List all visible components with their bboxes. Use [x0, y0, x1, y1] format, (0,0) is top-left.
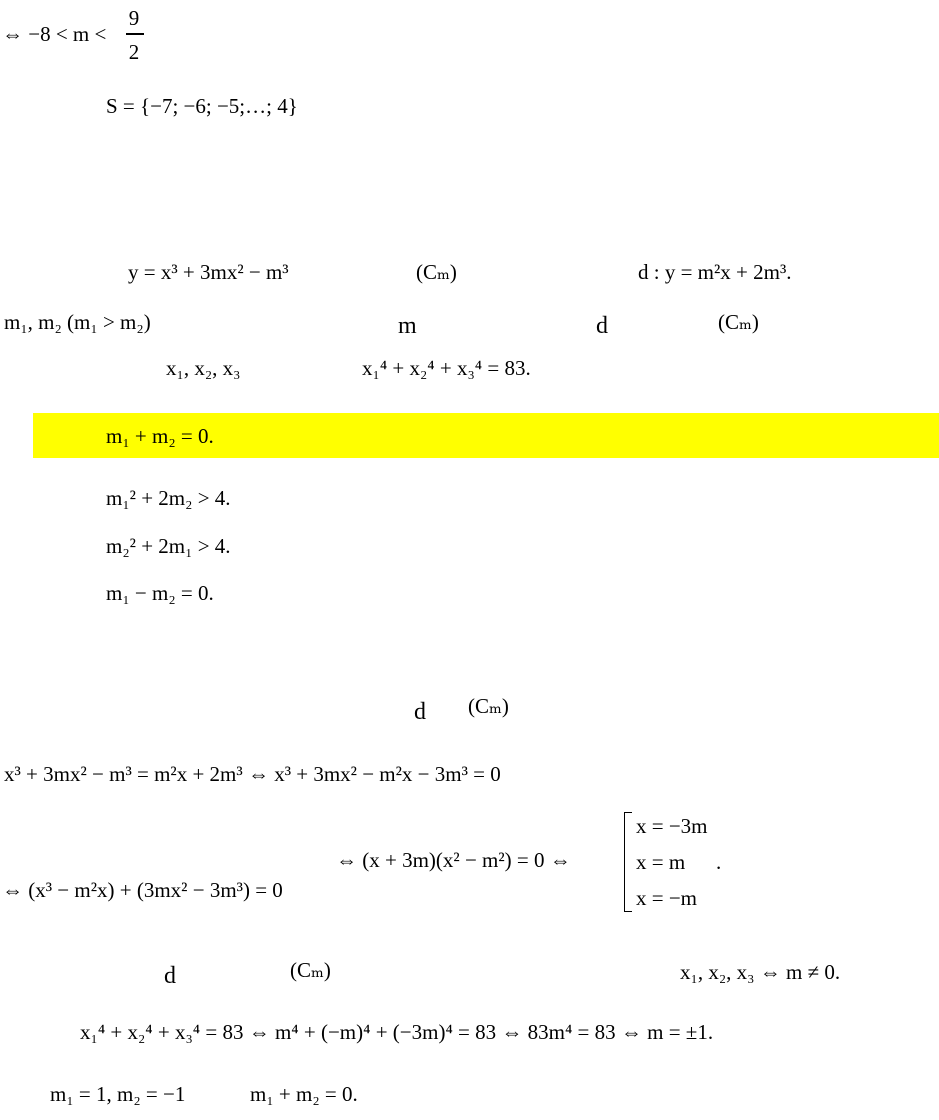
system-root-2: x = m — [636, 850, 686, 874]
solution-header-d: d — [414, 699, 426, 725]
curve-name: (Cₘ) — [416, 260, 457, 284]
parameters: m₁, m₂ (m₁ > m₂) — [4, 310, 151, 334]
system-end: . — [716, 850, 722, 874]
solution-bracket — [624, 812, 632, 912]
equation-1: x³ + 3mx² − m³ = m²x + 2m³ ⇔ x³ + 3mx² − m²x − 3m³ = 0 — [4, 762, 501, 786]
param-m: m — [398, 313, 417, 339]
solution-set: S = {−7; −6; −5;…; 4} — [106, 94, 298, 118]
option-b[interactable]: m₁² + 2m₂ > 4. — [106, 486, 231, 510]
option-c[interactable]: m₂² + 2m₁ > 4. — [106, 534, 231, 558]
curve-name-2: (Cₘ) — [718, 310, 759, 334]
option-a[interactable]: m₁ + m₂ = 0. — [106, 424, 214, 448]
fraction-denominator: 2 — [128, 40, 140, 64]
line3-d: d — [164, 963, 176, 989]
condition: x₁⁴ + x₂⁴ + x₃⁴ = 83. — [362, 356, 531, 380]
equation-2-mid: ⇔ (x + 3m)(x² − m²) = 0 ⇔ — [336, 848, 571, 872]
system-root-3: x = −m — [636, 886, 698, 910]
inequality-lhs: ⇔ −8 < m < — [2, 22, 107, 46]
equation-4: x₁⁴ + x₂⁴ + x₃⁴ = 83 ⇔ m⁴ + (−m)⁴ + (−3m)⁴ = 83 ⇔ 83m⁴ = 83 ⇔ m = ±1. — [80, 1020, 714, 1044]
final-values: m₁ = 1, m₂ = −1 — [50, 1082, 186, 1106]
option-d[interactable]: m₁ − m₂ = 0. — [106, 581, 214, 605]
fraction-numerator: 9 — [128, 6, 140, 30]
solution-header-curve: (Cₘ) — [468, 694, 509, 718]
line3-condition: x₁, x₂, x₃ ⇔ m ≠ 0. — [680, 960, 841, 984]
equation-2-left: ⇔ (x³ − m²x) + (3mx² − 3m³) = 0 — [2, 878, 283, 902]
line3-curve: (Cₘ) — [290, 958, 331, 982]
label-d: d — [596, 313, 608, 339]
line-d-equation: d : y = m²x + 2m³. — [638, 260, 792, 284]
curve-equation: y = x³ + 3mx² − m³ — [128, 260, 289, 284]
roots: x₁, x₂, x₃ — [166, 356, 241, 380]
system-root-1: x = −3m — [636, 814, 708, 838]
fraction-bar — [126, 33, 144, 35]
final-sum: m₁ + m₂ = 0. — [250, 1082, 358, 1106]
